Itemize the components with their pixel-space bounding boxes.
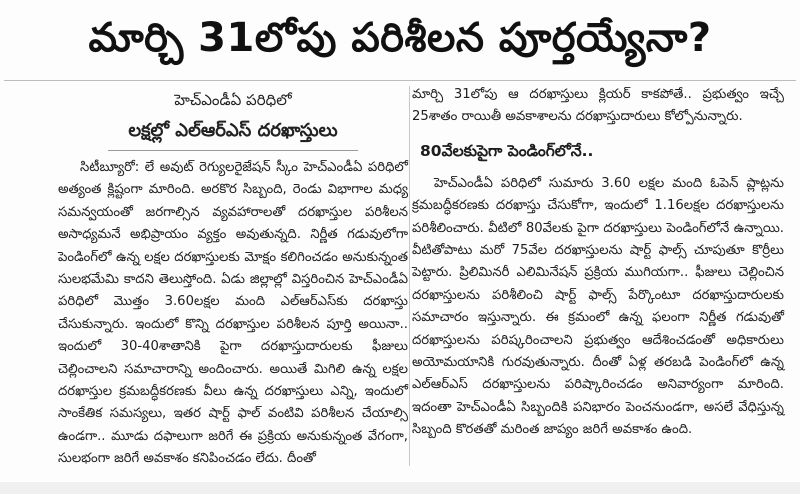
subheading-large: లక్షల్లో ఎల్‌ఆర్‌ఎస్‌ దరఖాస్తులు <box>128 120 338 141</box>
headline: మార్చి 31లోపు పరిశీలన పూర్తయ్యేనా? <box>88 15 712 61</box>
left-column <box>58 84 408 471</box>
headline-divider <box>4 80 796 81</box>
right-body-paragraph: హెచ్‌ఎండీఏ పరిధిలో సుమారు 3.60 లక్షల మంది ఓపెన్‌ ప్లాట్లను క్రమబద్ధీకరణకు దరఖాస్తు చేసుకోగా, ఇందులో 1.16లక్షల దరఖాస్తులను పరిశీలించారు. వీటిలో 80వేలకు పైగా దరఖాస్తులు పెండింగ్‌లోనే ఉన్నాయి. వీటితోపాటు మరో 75వేల దరఖాస్తులను షార్ట్‌ ఫాల్స్‌ చూపుతూ కొర్రీలు పెట్టారు. ప్రిలిమినరీ ఎలిమినేషన్‌ ప్రక్రియ ముగియగా.. ఫీజులు చెల్లించిన దరఖాస్తులను పరిశీలించి షార్ట్‌ ఫాల్స్‌ పేర్కొంటూ దరఖాస్తుదారులకు సమాచారం ఇస్తున్నారు. ఈ క్రమంలో ఉన్న ఫలంగా నిర్ణీత గడువుతో దరఖాస్తులను పరిష్కరించాలని ప్రభుత్వం ఆదేశించడంతో అధికారులు అయోమయానికి గురవుతున్నారు. దీంతో ఏళ్ల తరబడి పెండింగ్‌లో ఉన్న ఎల్‌ఆర్‌ఎస్‌ దరఖాస్తులను పరిష్కారించడం అనివార్యంగా మారింది. ఇదంతా హెచ్‌ఎండీఏ సిబ్బందికి పనిభారం పెంచనుండగా, అసలే వేధిస్తున్న సిబ్బంది కొరతతో మరింత జాప్యం జరిగే అవకాశం ఉంది. <box>412 175 784 438</box>
page-bottom-edge <box>0 482 800 494</box>
section-heading: 80వేలకుపైగా పెండింగ్‌లోనే.. <box>420 141 594 160</box>
subheading-underline <box>108 150 358 151</box>
right-column <box>412 84 784 442</box>
left-body-paragraph: సిటీబ్యూరో: లే అవుట్‌ రెగ్యులరైజేషన్‌ స్కీం హెచ్‌ఎండీఏ పరిధిలో అత్యంత క్లిష్టంగా మారింది. అరకొర సిబ్బంది, రెండు విభాగాల మధ్య సమన్వయంతో జరగాల్సిన వ్యవహారాలతో దరఖాస్తుల పరిశీలన అసాధ్యమనే అభిప్రాయం వ్యక్తం అవుతున్నది. నిర్ణీత గడువులోగా పెండింగ్‌లో ఉన్న లక్షల దరఖాస్తులకు మోక్షం కలిగించడం అనుకున్నంత సులభమేమి కాదని తెలుస్తోంది. ఏడు జిల్లాల్లో విస్తరించిన హెచ్‌ఎండీఏ పరిధిలో మొత్తం 3.60లక్షల మంది ఎల్‌ఆర్‌ఎస్‌కు దరఖాస్తు చేసుకున్నారు. ఇందులో కొన్ని దరఖాస్తుల పరిశీలన పూర్తి అయినా.. ఇందులో 30-40శాతానికి పైగా దరఖాస్తుదారులకు ఫీజులు చెల్లించాలని సమాచారాన్ని అందించారు. అయితే మిగిలి ఉన్న లక్షల దరఖాస్తుల క్రమబద్ధీకరణకు వీలు ఉన్న దరఖాస్తులు ఎన్ని, ఇందులో సాంకేతిక సమస్యలు, ఇతర షార్ట్‌ ఫాల్‌ వంటివి పరిశీలన చేయాల్సి ఉండగా.. మూడు దఫాలుగా జరిగే ఈ ప్రక్రియ అనుకున్నంత వేగంగా, సులభంగా జరిగే అవకాశం కనిపించడం లేదు. దీంతో <box>58 160 408 467</box>
right-intro-paragraph: మార్చి 31లోపు ఆ దరఖాస్తులు క్లియర్‌ కాకపోతే.. ప్రభుత్వం ఇచ్చే 25శాతం రాయితీ అవకాశాలను దరఖాస్తుదారులు కోల్పోనున్నారు. <box>412 87 784 125</box>
subheading-small: హెచ్‌ఎండీఏ పరిధిలో <box>174 91 292 109</box>
column-divider <box>409 86 410 466</box>
